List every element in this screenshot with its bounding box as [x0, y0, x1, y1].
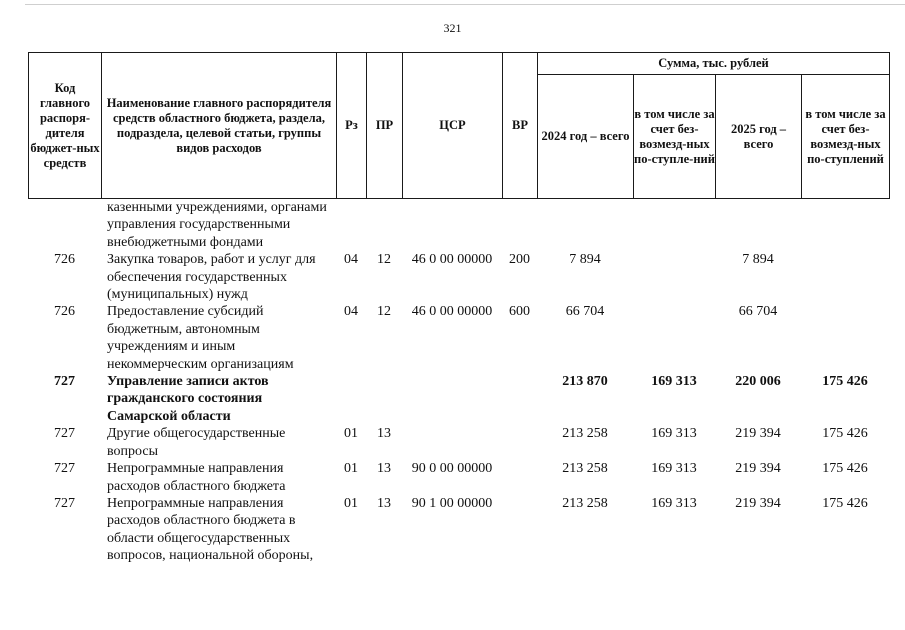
page-number: 321 [443, 21, 462, 35]
header-2025-free: в том числе за счет без-возмезд-ных по-ступлений [802, 75, 890, 199]
cell-vr [502, 199, 537, 251]
header-pr: ПР [367, 53, 403, 199]
cell-y2024-free [633, 199, 715, 251]
cell-code: 726 [54, 252, 75, 268]
cell-rz [336, 373, 366, 425]
header-2025-total: 2025 год – всего [716, 75, 802, 199]
cell-code: 727 [54, 495, 75, 511]
cell-rz [336, 199, 366, 251]
cell-name: Управление записи актов гражданского состояния Самарской области [107, 374, 269, 424]
cell-y2024-free: 169 313 [651, 461, 697, 477]
cell-vr: 600 [509, 304, 530, 320]
header-csr: ЦСР [403, 53, 503, 199]
cell-csr: 90 1 00 00000 [411, 495, 493, 511]
cell-name: Закупка товаров, работ и услуг для обеспечения государственных (муниципальных) нужд [107, 252, 316, 303]
cell-vr [502, 373, 537, 425]
cell-vr [502, 425, 537, 460]
header-name: Наименование главного распорядителя средств областного бюджета, раздела, подраздела, целевой статьи, группы видов расходов [102, 53, 337, 199]
cell-y2024: 7 894 [569, 252, 601, 268]
cell-pr: 12 [377, 252, 391, 268]
cell-y2024-free [633, 251, 715, 303]
cell-csr: 90 0 00 00000 [411, 461, 493, 477]
table-body [28, 199, 889, 565]
cell-y2024: 66 704 [565, 304, 605, 320]
header-2024-total: 2024 год – всего [538, 75, 634, 199]
cell-y2025-free [801, 199, 889, 251]
cell-code: 727 [54, 426, 75, 442]
cell-y2024: 213 258 [562, 495, 608, 511]
cell-pr: 13 [377, 461, 391, 477]
header-sum-title: Сумма, тыс. рублей [538, 53, 890, 75]
cell-code: 727 [54, 461, 75, 477]
cell-csr [402, 373, 502, 425]
cell-y2025: 219 394 [735, 495, 781, 511]
cell-y2024-free: 169 313 [651, 374, 697, 390]
table-row [28, 303, 889, 373]
header-vr: ВР [503, 53, 538, 199]
cell-name: Предоставление субсидий бюджетным, автономным учреждениям и иным некоммерческим организациям [107, 304, 294, 372]
table-row [28, 460, 889, 495]
cell-y2025: 219 394 [735, 461, 781, 477]
cell-vr [502, 495, 537, 565]
cell-y2025-free: 175 426 [822, 495, 868, 511]
cell-y2025: 220 006 [735, 374, 781, 390]
cell-name: Непрограммные направления расходов областного бюджета в области общегосударственных вопросов, национальной обороны, [107, 495, 314, 564]
cell-y2024: 213 258 [562, 461, 608, 477]
header-rz: Рз [337, 53, 367, 199]
cell-y2024-free [633, 303, 715, 373]
cell-rz: 04 [344, 252, 358, 268]
header-code: Код главного распоря-дителя бюджет-ных средств [29, 53, 102, 199]
cell-name: Непрограммные направления расходов областного бюджета [107, 461, 286, 494]
cell-y2024-free: 169 313 [651, 426, 697, 442]
cell-pr [366, 373, 402, 425]
cell-code [28, 199, 101, 251]
table-row [28, 373, 889, 425]
scan-edge-line [25, 4, 905, 5]
cell-rz: 01 [344, 495, 358, 511]
table-row [28, 251, 889, 303]
cell-rz: 01 [344, 461, 358, 477]
cell-csr [402, 425, 502, 460]
cell-rz: 04 [344, 304, 358, 320]
cell-pr: 13 [377, 495, 391, 511]
cell-name: казенными учреждениями, органами управления государственными внебюджетными фондами [107, 200, 327, 250]
cell-pr: 13 [377, 426, 391, 442]
cell-csr [402, 199, 502, 251]
cell-csr: 46 0 00 00000 [411, 304, 493, 320]
cell-y2025-free: 175 426 [822, 461, 868, 477]
cell-name: Другие общегосударственные вопросы [107, 426, 286, 459]
cell-vr: 200 [509, 252, 530, 268]
cell-y2024: 213 870 [562, 374, 608, 390]
cell-y2025-free [801, 251, 889, 303]
cell-rz: 01 [344, 426, 358, 442]
table-row [28, 199, 889, 251]
cell-y2025: 219 394 [735, 426, 781, 442]
cell-y2025: 66 704 [738, 304, 778, 320]
table-row [28, 425, 889, 460]
cell-y2024-free: 169 313 [651, 495, 697, 511]
cell-y2024 [537, 199, 633, 251]
header-2024-free: в том числе за счет без-возмезд-ных по-ступле-ний [634, 75, 716, 199]
cell-csr: 46 0 00 00000 [411, 252, 493, 268]
table-row [28, 495, 889, 565]
cell-code: 727 [54, 374, 75, 390]
cell-pr [366, 199, 402, 251]
cell-y2025-free: 175 426 [822, 374, 868, 390]
table-header [28, 52, 890, 199]
cell-vr [502, 460, 537, 495]
cell-y2025: 7 894 [742, 252, 774, 268]
cell-code: 726 [54, 304, 75, 320]
cell-y2025-free [801, 303, 889, 373]
cell-y2025 [715, 199, 801, 251]
cell-y2025-free: 175 426 [822, 426, 868, 442]
cell-y2024: 213 258 [562, 426, 608, 442]
cell-pr: 12 [377, 304, 391, 320]
